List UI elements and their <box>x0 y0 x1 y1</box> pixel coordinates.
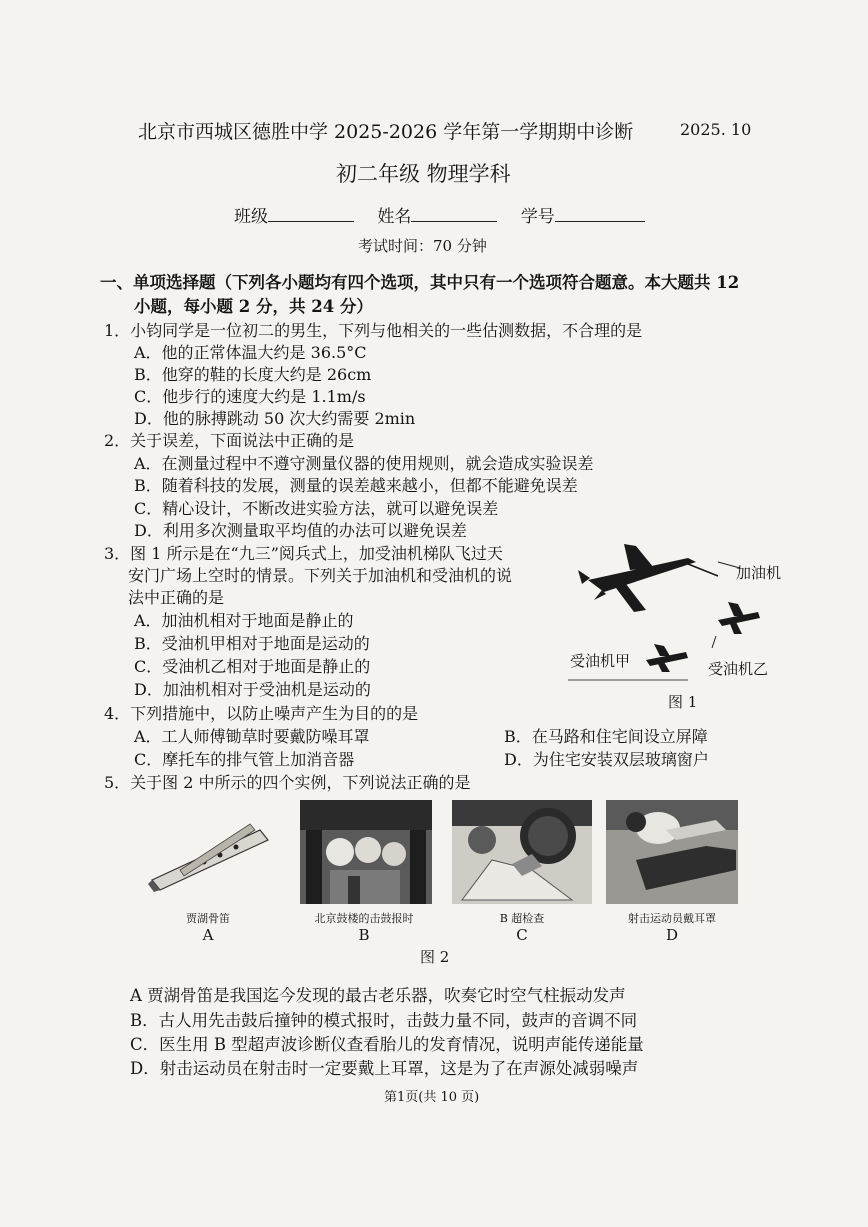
question-4-stem: 4．下列措施中，以防止噪声产生为目的的是 <box>104 704 419 723</box>
question-2-option-c: C．精心设计，不断改进实验方法，就可以避免误差 <box>134 499 499 518</box>
question-5-option-a: A 贾湖骨笛是我国迄今发现的最古老乐器，吹奏它时空气柱振动发声 <box>130 986 626 1005</box>
question-2-option-b: B．随着科技的发展，测量的误差越来越小，但都不能避免误差 <box>134 476 578 495</box>
section-heading-line2: 小题，每小题 2 分，共 24 分） <box>134 297 373 316</box>
photo-b-caption: 北京鼓楼的击鼓报时 <box>314 912 414 925</box>
exam-subtitle: 初二年级 物理学科 <box>336 162 511 186</box>
section-heading-line1: 一、单项选择题（下列各小题均有四个选项，其中只有一个选项符合题意。本大题共 12 <box>100 273 740 292</box>
question-3-stem-line1: 3．图 1 所示是在“九三”阅兵式上，加受油机梯队飞过天 <box>104 544 503 563</box>
label-receiver-a: 受油机甲 <box>570 652 631 670</box>
figure-1-caption: 图 1 <box>668 693 698 711</box>
label-tanker: 加油机 <box>736 564 782 582</box>
student-info-line <box>234 202 663 227</box>
photo-a-caption: 贾湖骨笛 <box>186 912 230 925</box>
question-3-option-a: A．加油机相对于地面是静止的 <box>134 611 354 630</box>
photo-ultrasound <box>452 800 592 904</box>
question-3-stem-line2: 安门广场上空时的情景。下列关于加油机和受油机的说 <box>128 566 513 585</box>
exam-time: 考试时间：70 分钟 <box>358 237 487 255</box>
question-4-option-c: C．摩托车的排气管上加消音器 <box>134 750 355 769</box>
label-receiver-b: 受油机乙 <box>708 660 769 678</box>
question-4-option-b: B．在马路和住宅间设立屏障 <box>504 727 708 746</box>
id-label: 学号 <box>520 207 555 227</box>
question-5-option-c: C．医生用 B 型超声波诊断仪查看胎儿的发育情况，说明声能传递能量 <box>130 1035 644 1054</box>
class-label: 班级 <box>234 207 268 227</box>
question-5-option-b: B．古人用先击鼓后撞钟的模式报时，击鼓力量不同，鼓声的音调不同 <box>130 1011 638 1030</box>
photo-shooter-earmuffs <box>606 800 738 904</box>
question-2-stem: 2．关于误差，下面说法中正确的是 <box>104 431 355 450</box>
question-5-option-d: D．射击运动员在射击时一定要戴上耳罩，这是为了在声源处减弱噪声 <box>130 1059 639 1078</box>
question-5-stem: 5．关于图 2 中所示的四个实例，下列说法正确的是 <box>104 773 471 792</box>
photo-d-caption: 射击运动员戴耳罩 <box>628 912 716 925</box>
question-4-option-d: D．为住宅安装双层玻璃窗户 <box>504 750 709 769</box>
question-3-option-c: C．受油机乙相对于地面是静止的 <box>134 657 371 676</box>
question-3-option-d: D．加油机相对于受油机是运动的 <box>134 680 371 699</box>
id-blank <box>555 207 645 222</box>
photo-d-letter: D <box>665 926 679 944</box>
question-4-option-a: A．工人师傅锄草时要戴防噪耳罩 <box>134 727 370 746</box>
question-1-option-d: D．他的脉搏跳动 50 次大约需要 2min <box>134 409 416 428</box>
question-3-stem-line3: 法中正确的是 <box>128 588 225 607</box>
question-3-option-b: B．受油机甲相对于地面是运动的 <box>134 634 370 653</box>
question-1-stem: 1．小钧同学是一位初二的男生，下列与他相关的一些估测数据，不合理的是 <box>104 321 643 340</box>
question-1-option-a: A．他的正常体温大约是 36.5°C <box>134 343 367 362</box>
page-footer: 第1页(共 10 页) <box>384 1090 480 1105</box>
photo-bone-flute <box>140 800 280 902</box>
photo-c-letter: C <box>516 926 528 944</box>
photo-a-letter: A <box>202 926 214 944</box>
name-blank <box>411 207 497 222</box>
exam-date: 2025. 10 <box>680 120 752 139</box>
class-blank <box>268 207 354 222</box>
question-1-option-c: C．他步行的速度大约是 1.1m/s <box>134 387 366 406</box>
exam-title: 北京市西城区德胜中学 2025-2026 学年第一学期期中诊断 <box>138 121 634 143</box>
photo-drum-tower <box>300 800 432 904</box>
figure-2-caption: 图 2 <box>420 948 450 966</box>
question-2-option-d: D．利用多次测量取平均值的办法可以避免误差 <box>134 521 467 540</box>
name-label: 姓名 <box>377 207 412 227</box>
question-2-option-a: A．在测量过程中不遵守测量仪器的使用规则，就会造成实验误差 <box>134 454 594 473</box>
photo-c-caption: B 超检查 <box>499 912 545 925</box>
photo-b-letter: B <box>358 926 370 944</box>
question-1-option-b: B．他穿的鞋的长度大约是 26cm <box>134 365 372 384</box>
